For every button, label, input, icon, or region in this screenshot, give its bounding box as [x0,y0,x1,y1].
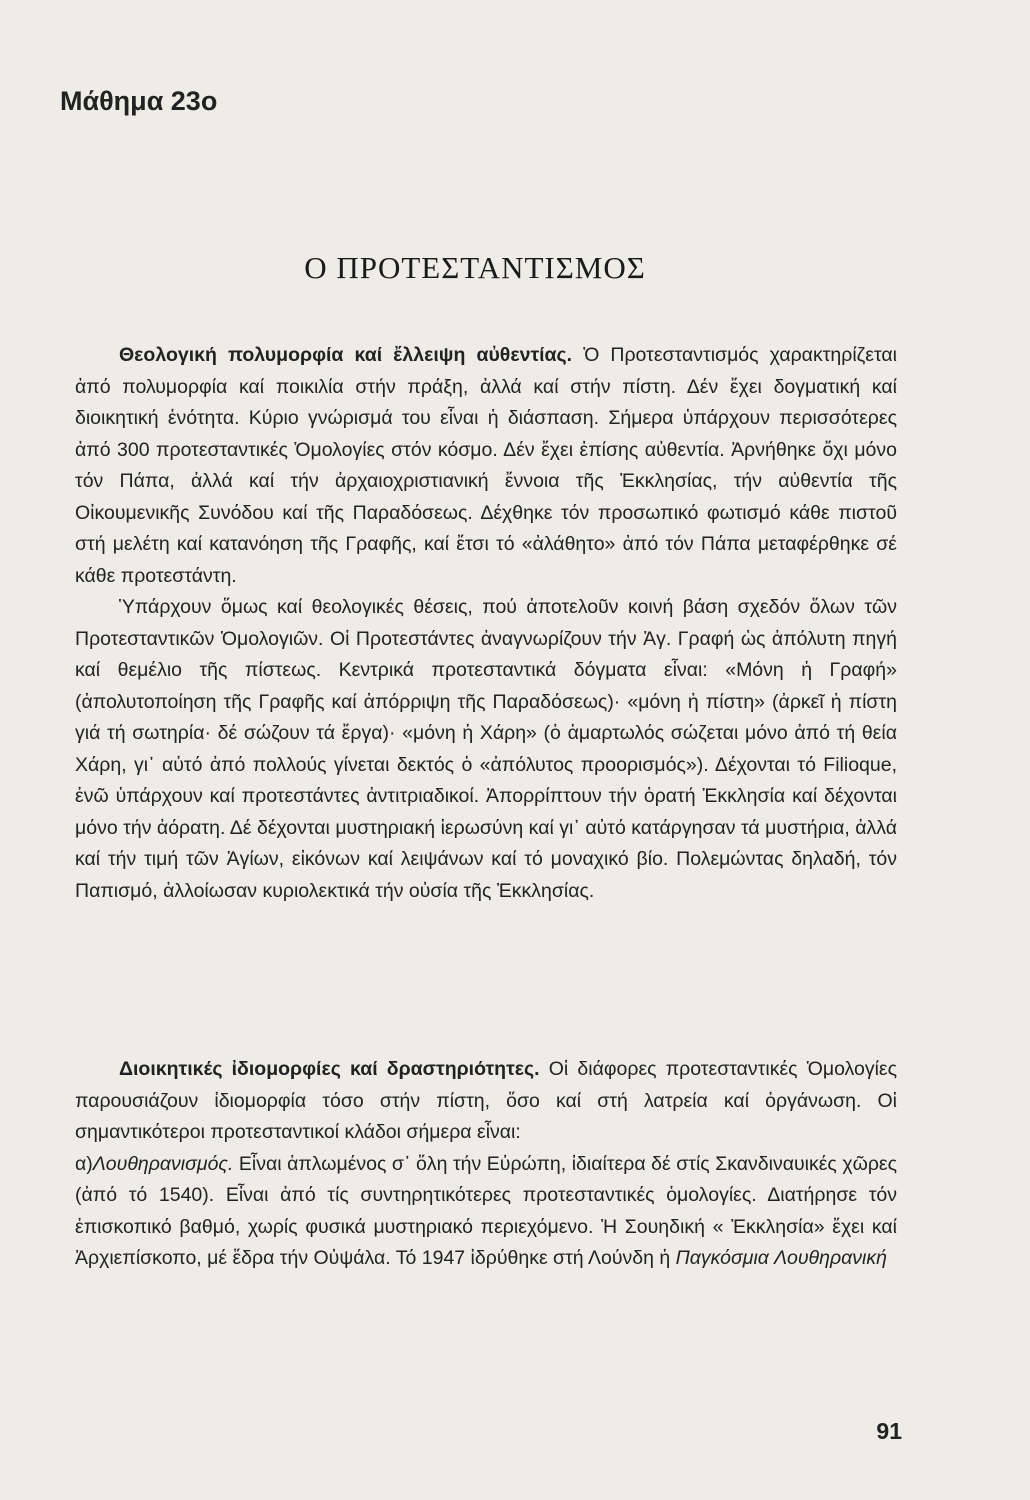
section-heading-theology: Θεολογική πολυμορφία καί ἔλλειψη αὐθεντίας. [119,344,573,366]
chapter-title: Ο ΠΡΟΤΕΣΤΑΝΤΙΣΜΟΣ [304,250,646,285]
paragraph-3 [75,1054,897,1149]
section-administration [75,1054,897,1275]
list-item-prefix: α) [75,1152,93,1175]
paragraph-3-text: Οἱ διάφορες προτεσταντικές Ὁμολογίες παρουσιάζουν ἰδιομορφία τόσο στήν πίστη, ὅσο καί στή λατρεία καί ὀργάνωση. Οἱ σημαντικότεροι προτεσταντικοί κλάδοι σήμερα εἶναι: [75,1058,898,1143]
page-number: 91 [876,1418,902,1444]
lutheranism-text: Εἶναι ἁπλωμένος σ᾿ ὅλη τήν Εὐρώπη, ἰδιαίτερα δέ στίς Σκανδιναυικές χῶρες (ἀπό τό 1540). Εἶναι ἀπό τίς συντηρητικότερες προτεσταντικές ὁμολογίες. Διατήρησε τόν ἐπισκοπικό βαθμό, χωρίς φυσικά μυστηριακό περιεχόμενο. Ἡ Σουηδική « Ἐκκλησία» ἔχει καί Ἀρχιεπίσκοπο, μέ ἕδρα τήν Οὐψάλα. Τό 1947 ἱδρύθηκε στή Λούνδη ἡ [75,1152,898,1269]
paragraph-1-text: Ὁ Προτεσταντισμός χαρακτηρίζεται ἀπό πολυμορφία καί ποικιλία στήν πράξη, ἀλλά καί στήν πίστη. Δέν ἔχει δογματική καί διοικητική ἑνότητα. Κύριο γνώρισμά του εἶναι ἡ διάσπαση. Σήμερα ὑπάρχουν περισσότερες ἀπό 300 προτεσταντικές Ὁμολογίες στόν κόσμο. Δέν ἔχει ἐπίσης αὐθεντία. Ἀρνήθηκε ὄχι μόνο τόν Πάπα, ἀλλά καί τήν ἀρχαιοχριστιανική ἔννοια τῆς Ἐκκλησίας, τήν αὐθεντία τῆς Οἰκουμενικῆς Συνόδου καί τῆς Παραδόσεως. Δέχθηκε τόν προσωπικό φωτισμό κάθε πιστοῦ στή μελέτη καί κατανόηση τῆς Γραφῆς, καί ἔτσι τό «ἀλάθητο» ἀπό τόν Πάπα μεταφέρθηκε σέ κάθε προτεστάντη. [75,344,898,587]
section-heading-administration: Διοικητικές ἰδιομορφίες καί δραστηριότητες. [119,1058,540,1080]
paragraph-1 [75,340,897,592]
lutheranism-term: Λουθηρανισμός. [92,1152,234,1175]
paragraph-2: Ὑπάρχουν ὅμως καί θεολογικές θέσεις, πού ἀποτελοῦν κοινή βάση σχεδόν ὅλων τῶν Προτεσταντικῶν Ὁμολογιῶν. Οἱ Προτεστάντες ἀναγνωρίζουν τήν Ἁγ. Γραφή ὡς ἀπόλυτη πηγή καί θεμέλιο τῆς πίστεως. Κεντρικά προτεσταντικά δόγματα εἶναι: «Μόνη ἡ Γραφή» (ἀπολυτοποίηση τῆς Γραφῆς καί ἀπόρριψη τῆς Παραδόσεως)· «μόνη ἡ πίστη» (ἀρκεῖ ἡ πίστη γιά τή σωτηρία· δέ σώζουν τά ἔργα)· «μόνη ἡ Χάρη» (ὁ ἁμαρτωλός σώζεται μόνο ἀπό τή θεία Χάρη, γι᾿ αὐτό ἀπό πολλούς γίνεται δεκτός ὁ «ἀπόλυτος προορισμός»). Δέχονται τό Filioque, ἐνῶ ὑπάρχουν καί προτεστάντες ἀντιτριαδικοί. Ἀπορρίπτουν τήν ὁρατή Ἐκκλησία καί δέχονται μόνο τήν ἀόρατη. Δέ δέχονται μυστηριακή ἱερωσύνη καί γι᾿ αὐτό κατάργησαν τά μυστήρια, ἀλλά καί τήν τιμή τῶν Ἁγίων, εἰκόνων καί λειψάνων καί τό μοναχικό βίο. Πολεμώντας δηλαδή, τόν Παπισμό, ἀλλοίωσαν κυριολεκτικά τήν οὐσία τῆς Ἐκκλησίας. [75,596,897,902]
list-item-lutheranism [75,1149,897,1275]
lesson-label: Μάθημα 23ο [60,86,218,116]
section-theology [75,340,897,907]
lutheran-federation-term: Παγκόσμια Λουθηρανική [675,1247,887,1269]
